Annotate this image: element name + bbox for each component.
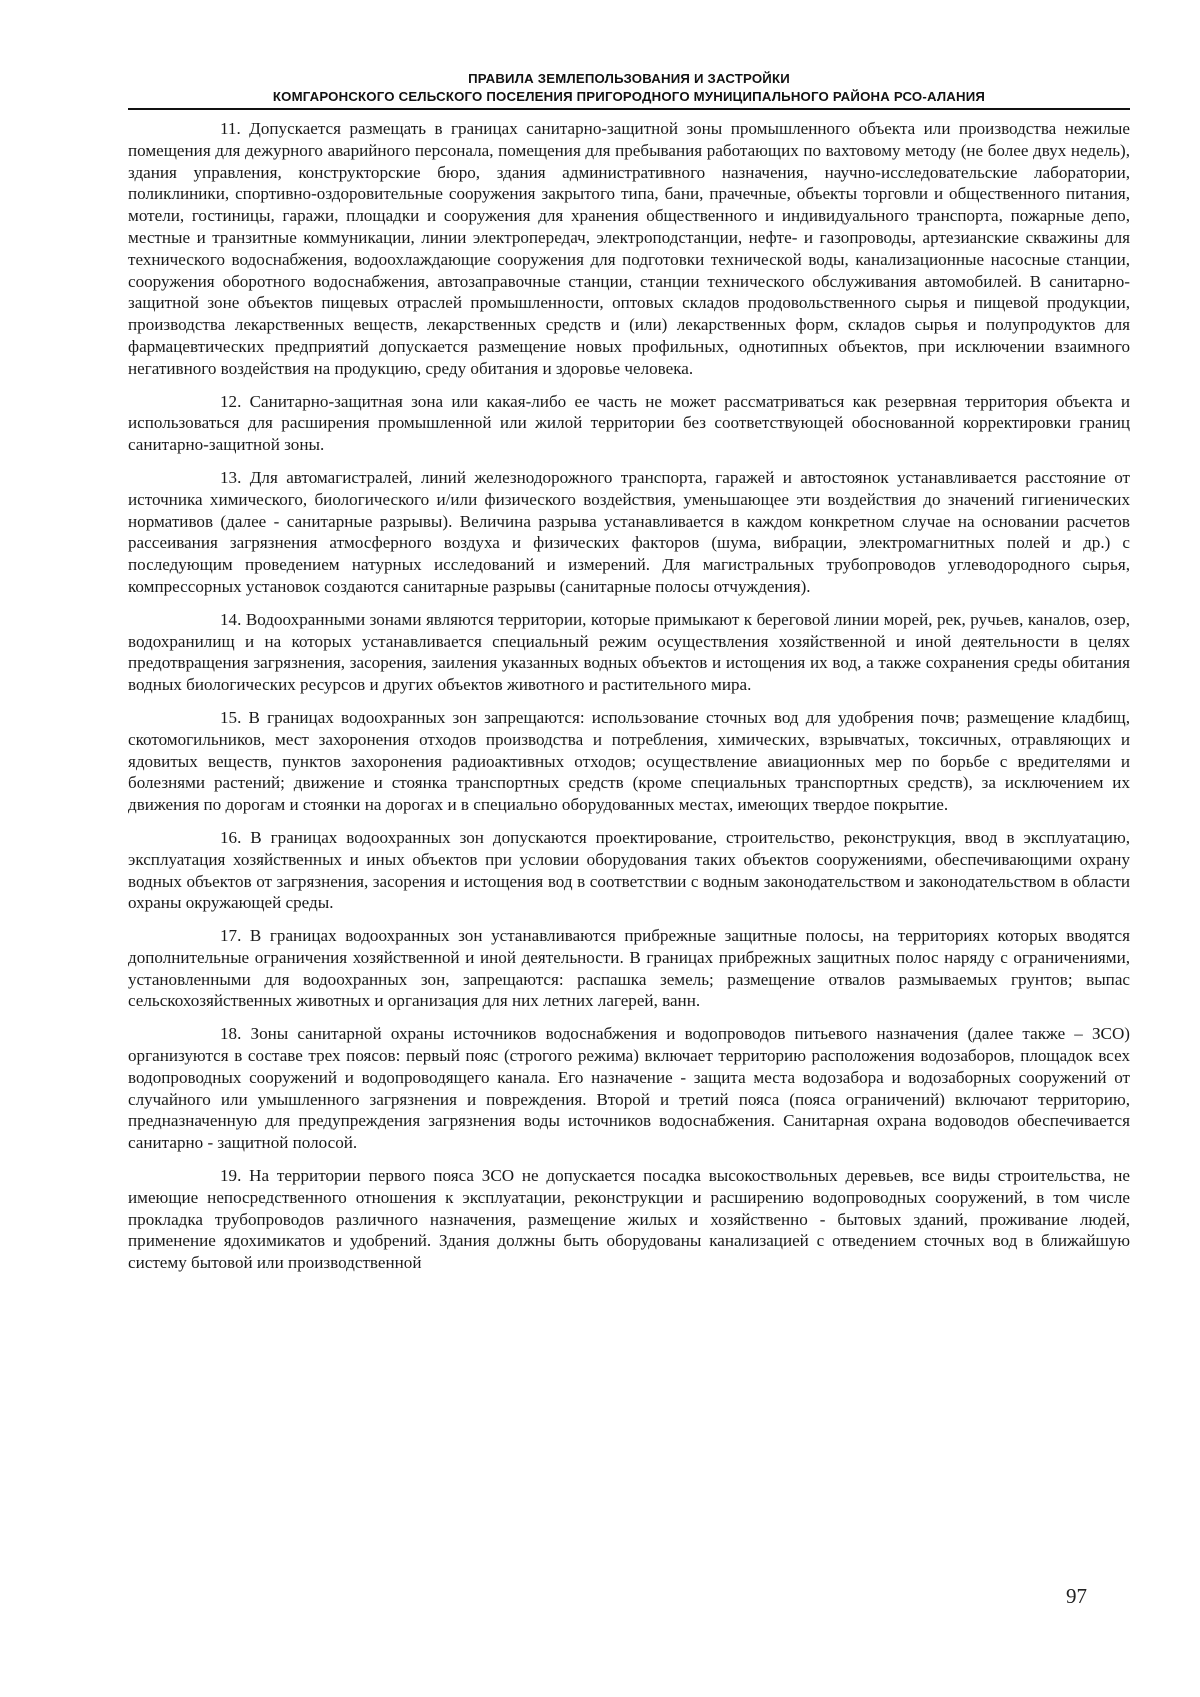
paragraph-11: 11. Допускается размещать в границах санитарно-защитной зоны промышленного объекта или производства нежилые помещения для дежурного аварийного персонала, помещения для пребывания работающих по вахтовому методу (не более двух недель), здания управления, конструкторские бюро, здания административного назначения, научно-исследовательские лаборатории, поликлиники, спортивно-оздоровительные сооружения закрытого типа, бани, прачечные, объекты торговли и общественного питания, мотели, гостиницы, гаражи, площадки и сооружения для хранения общественного и индивидуального транспорта, пожарные депо, местные и транзитные коммуникации, линии электропередач, электроподстанции, нефте- и газопроводы, артезианские скважины для технического водоснабжения, водоохлаждающие сооружения для подготовки технической воды, канализационные насосные станции, сооружения оборотного водоснабжения, автозаправочные станции, станции технического обслуживания автомобилей. В санитарно-защитной зоне объектов пищевых отраслей промышленности, оптовых складов продовольственного сырья и пищевой продукции, производства лекарственных веществ, лекарственных средств и (или) лекарственных форм, складов сырья и полупродуктов для фармацевтических предприятий допускается размещение новых профильных, однотипных объектов, при исключении взаимного негативного воздействия на продукцию, среду обитания и здоровье человека. — [128, 119, 1130, 378]
paragraph-13: 13. Для автомагистралей, линий железнодорожного транспорта, гаражей и автостоянок устанавливается расстояние от источника химического, биологического и/или физического воздействия, уменьшающее эти воздействия до значений гигиенических нормативов (далее - санитарные разрывы). Величина разрыва устанавливается в каждом конкретном случае на основании расчетов рассеивания загрязнения атмосферного воздуха и физических факторов (шума, вибрации, электромагнитных полей и др.) с последующим проведением натурных исследований и измерений. Для магистральных трубопроводов углеводородного сырья, компрессорных установок создаются санитарные разрывы (санитарные полосы отчуждения). — [128, 467, 1130, 596]
document-page — [128, 70, 1130, 1285]
header-title-line-1: ПРАВИЛА ЗЕМЛЕПОЛЬЗОВАНИЯ И ЗАСТРОЙКИ — [468, 71, 790, 86]
running-header — [128, 70, 1130, 106]
header-divider — [128, 108, 1130, 110]
paragraph-15: 15. В границах водоохранных зон запрещаются: использование сточных вод для удобрения почв; размещение кладбищ, скотомогильников, мест захоронения отходов производства и потребления, химических, взрывчатых, токсичных, отравляющих и ядовитых веществ, пунктов захоронения радиоактивных отходов; осуществление авиационных мер по борьбе с вредителями и болезнями растений; движение и стоянка транспортных средств (кроме специальных транспортных средств), за исключением их движения по дорогам и стоянки на дорогах и в специально оборудованных местах, имеющих твердое покрытие. — [128, 707, 1130, 815]
document-body — [128, 118, 1130, 1274]
paragraph-14: 14. Водоохранными зонами являются территории, которые примыкают к береговой линии морей, рек, ручьев, каналов, озер, водохранилищ и на которых устанавливается специальный режим осуществления хозяйственной и иной деятельности в целях предотвращения загрязнения, засорения, заиления указанных водных объектов и истощения их вод, а также сохранения среды обитания водных биологических ресурсов и других объектов животного и растительного мира. — [128, 609, 1130, 695]
paragraph-17: 17. В границах водоохранных зон устанавливаются прибрежные защитные полосы, на территориях которых вводятся дополнительные ограничения хозяйственной и иной деятельности. В границах прибрежных защитных полос наряду с ограничениями, установленными для водоохранных зон, запрещаются: распашка земель; размещение отвалов размываемых грунтов; выпас сельскохозяйственных животных и организация для них летних лагерей, ванн. — [128, 926, 1130, 1011]
paragraph-18: 18. Зоны санитарной охраны источников водоснабжения и водопроводов питьевого назначения (далее также – ЗСО) организуются в составе трех поясов: первый пояс (строгого режима) включает территорию расположения водозаборов, площадок всех водопроводных сооружений и водопроводящего канала. Его назначение - защита места водозабора и водозаборных сооружений от случайного или умышленного загрязнения и повреждения. Второй и третий пояса (пояса ограничений) включают территорию, предназначенную для предупреждения загрязнения воды источников водоснабжения. Санитарная охрана водоводов обеспечивается санитарно - защитной полосой. — [128, 1024, 1130, 1153]
page-number: 97 — [1066, 1584, 1087, 1608]
paragraph-19: 19. На территории первого пояса ЗСО не допускается посадка высокоствольных деревьев, все виды строительства, не имеющие непосредственного отношения к эксплуатации, реконструкции и расширению водопроводных сооружений, в том числе прокладка трубопроводов различного назначения, размещение жилых и хозяйственно - бытовых зданий, проживание людей, применение ядохимикатов и удобрений. Здания должны быть оборудованы канализацией с отведением сточных вод в ближайшую систему бытовой или производственной — [128, 1166, 1130, 1273]
header-title-line-2: КОМГАРОНСКОГО СЕЛЬСКОГО ПОСЕЛЕНИЯ ПРИГОРОДНОГО МУНИЦИПАЛЬНОГО РАЙОНА РСО-АЛАНИЯ — [272, 89, 986, 104]
paragraph-16: 16. В границах водоохранных зон допускаются проектирование, строительство, реконструкция, ввод в эксплуатацию, эксплуатация хозяйственных и иных объектов при условии оборудования таких объектов сооружениями, обеспечивающими охрану водных объектов от загрязнения, засорения и истощения вод в соответствии с водным законодательством и законодательством в области охраны окружающей среды. — [128, 827, 1130, 913]
paragraph-12: 12. Санитарно-защитная зона или какая-либо ее часть не может рассматриваться как резервная территория объекта и использоваться для расширения промышленной или жилой территории без соответствующей обоснованной корректировки границ санитарно-защитной зоны. — [128, 391, 1130, 455]
